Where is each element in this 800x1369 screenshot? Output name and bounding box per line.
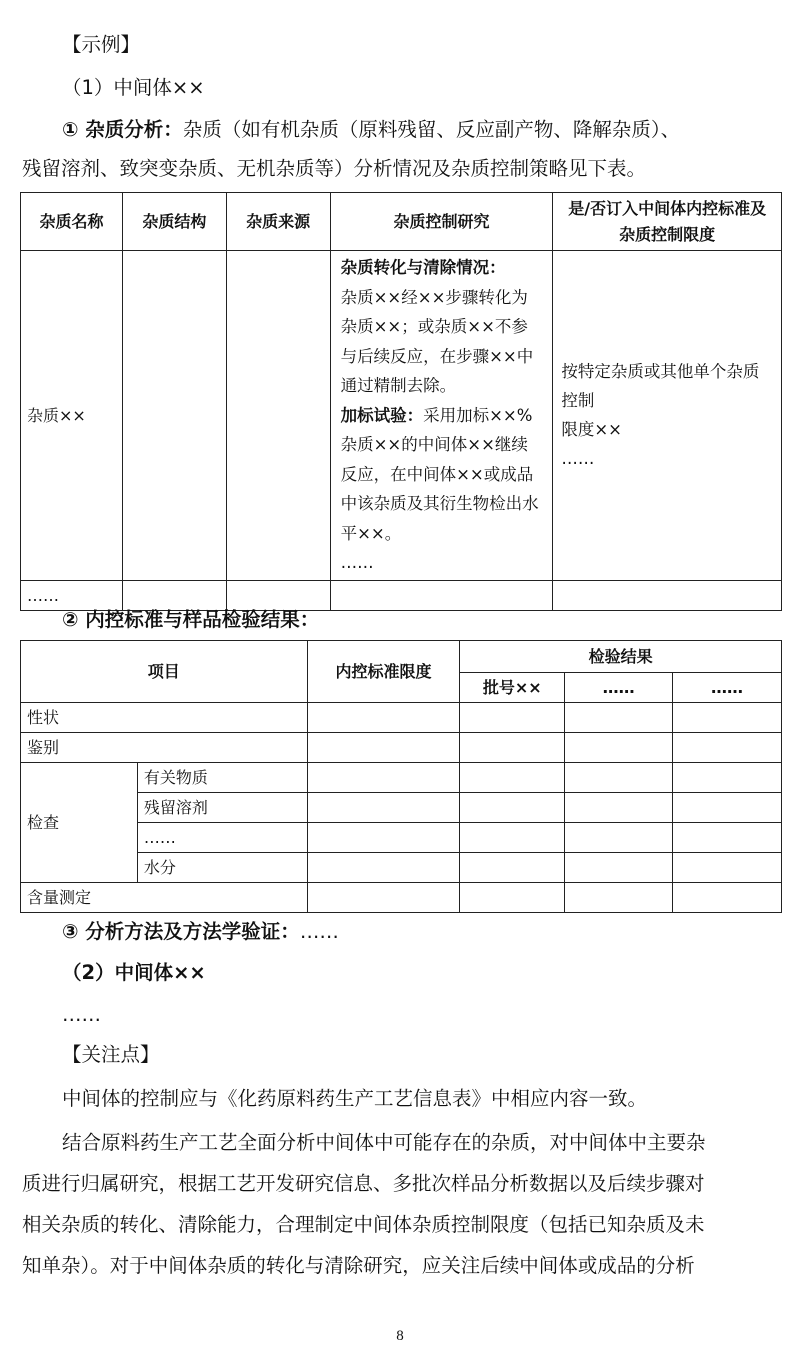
- page-number: 8: [396, 1328, 404, 1344]
- header-control-study: 杂质控制研究: [330, 193, 553, 251]
- table-row: [21, 883, 782, 913]
- table-row: [21, 733, 782, 763]
- control-title: 杂质转化与清除情况：: [340, 258, 506, 277]
- cell-structure: [122, 251, 226, 581]
- header-name: 杂质名称: [21, 193, 123, 251]
- spec-results-table: [20, 640, 782, 913]
- subheading-intermediate-1: （1）中间体××: [62, 76, 205, 99]
- control-more: ……: [340, 553, 374, 572]
- subheading-text: （2）中间体××: [62, 961, 206, 984]
- limit-text: 按特定杂质或其他单个杂质控制: [561, 362, 760, 411]
- paragraph-cont: 相关杂质的转化、清除能力，合理制定中间体杂质控制限度（包括已知杂质及未: [22, 1213, 705, 1236]
- table-row: [21, 763, 782, 793]
- impurity-table: [20, 192, 782, 611]
- header-limit: 内控标准限度: [307, 641, 460, 703]
- cell-source: [226, 251, 330, 581]
- section-label: ③ 分析方法及方法学验证：: [62, 920, 300, 943]
- control-text: 杂质××经××步骤转化为杂质××；或杂质××不参与后续反应，在步骤××中通过精制去除。: [340, 287, 534, 395]
- subheading-intermediate-2: [62, 961, 206, 985]
- control-title: 加标试验：: [340, 405, 424, 425]
- row-sublabel: 水分: [137, 853, 307, 883]
- limit-more: ……: [561, 449, 595, 469]
- row-label: 鉴别: [21, 733, 308, 763]
- header-source: 杂质来源: [226, 193, 330, 251]
- ellipsis: ……: [62, 1003, 101, 1026]
- table-row: [21, 251, 782, 581]
- header-results: 检验结果: [460, 641, 782, 673]
- control-text: 采用加标××%杂质××的中间体××继续反应，在中间体××或成品中该杂质及其衍生物检出水平××。: [340, 405, 539, 543]
- row-sublabel: ……: [137, 823, 307, 853]
- cell-limit: [553, 251, 782, 581]
- row-sublabel: 有关物质: [137, 763, 307, 793]
- paragraph: 中间体的控制应与《化药原料药生产工艺信息表》中相应内容一致。: [62, 1087, 648, 1110]
- paragraph-cont: 知单杂）。对于中间体杂质的转化与清除研究，应关注后续中间体或成品的分析: [22, 1254, 695, 1277]
- header-structure: 杂质结构: [122, 193, 226, 251]
- cell-control-study: [330, 251, 553, 581]
- section-label: ① 杂质分析：: [62, 118, 183, 141]
- section-impurity-analysis: [62, 118, 680, 142]
- heading-example: 【示例】: [62, 33, 141, 56]
- section-text: 杂质（如有机杂质（原料残留、反应副产物、降解杂质）、: [182, 118, 681, 141]
- section-text: ……: [299, 920, 339, 943]
- header-batch-more: ……: [673, 673, 782, 703]
- cell-name: 杂质××: [21, 251, 123, 581]
- section-spec-results: [62, 608, 319, 632]
- row-label: 检查: [21, 763, 138, 883]
- section-text-cont: 残留溶剂、致突变杂质、无机杂质等）分析情况及杂质控制策略见下表。: [22, 157, 647, 180]
- section-methods: [62, 920, 339, 944]
- table-row: [21, 580, 782, 610]
- cell-name: ……: [21, 580, 123, 610]
- row-sublabel: 残留溶剂: [137, 793, 307, 823]
- paragraph: 结合原料药生产工艺全面分析中间体中可能存在的杂质，对中间体中主要杂: [62, 1131, 706, 1154]
- row-label: 性状: [21, 703, 308, 733]
- table-row: [21, 703, 782, 733]
- row-label: 含量测定: [21, 883, 308, 913]
- header-batch-more: ……: [565, 673, 673, 703]
- header-item: 项目: [21, 641, 308, 703]
- header-limit: 是/否订入中间体内控标准及杂质控制限度: [553, 193, 782, 251]
- section-label: ② 内控标准与样品检验结果：: [62, 608, 320, 631]
- paragraph-cont: 质进行归属研究，根据工艺开发研究信息、多批次样品分析数据以及后续步骤对: [22, 1172, 705, 1195]
- heading-focus: 【关注点】: [62, 1043, 160, 1066]
- limit-text: 限度××: [561, 420, 622, 440]
- header-batch: 批号××: [460, 673, 565, 703]
